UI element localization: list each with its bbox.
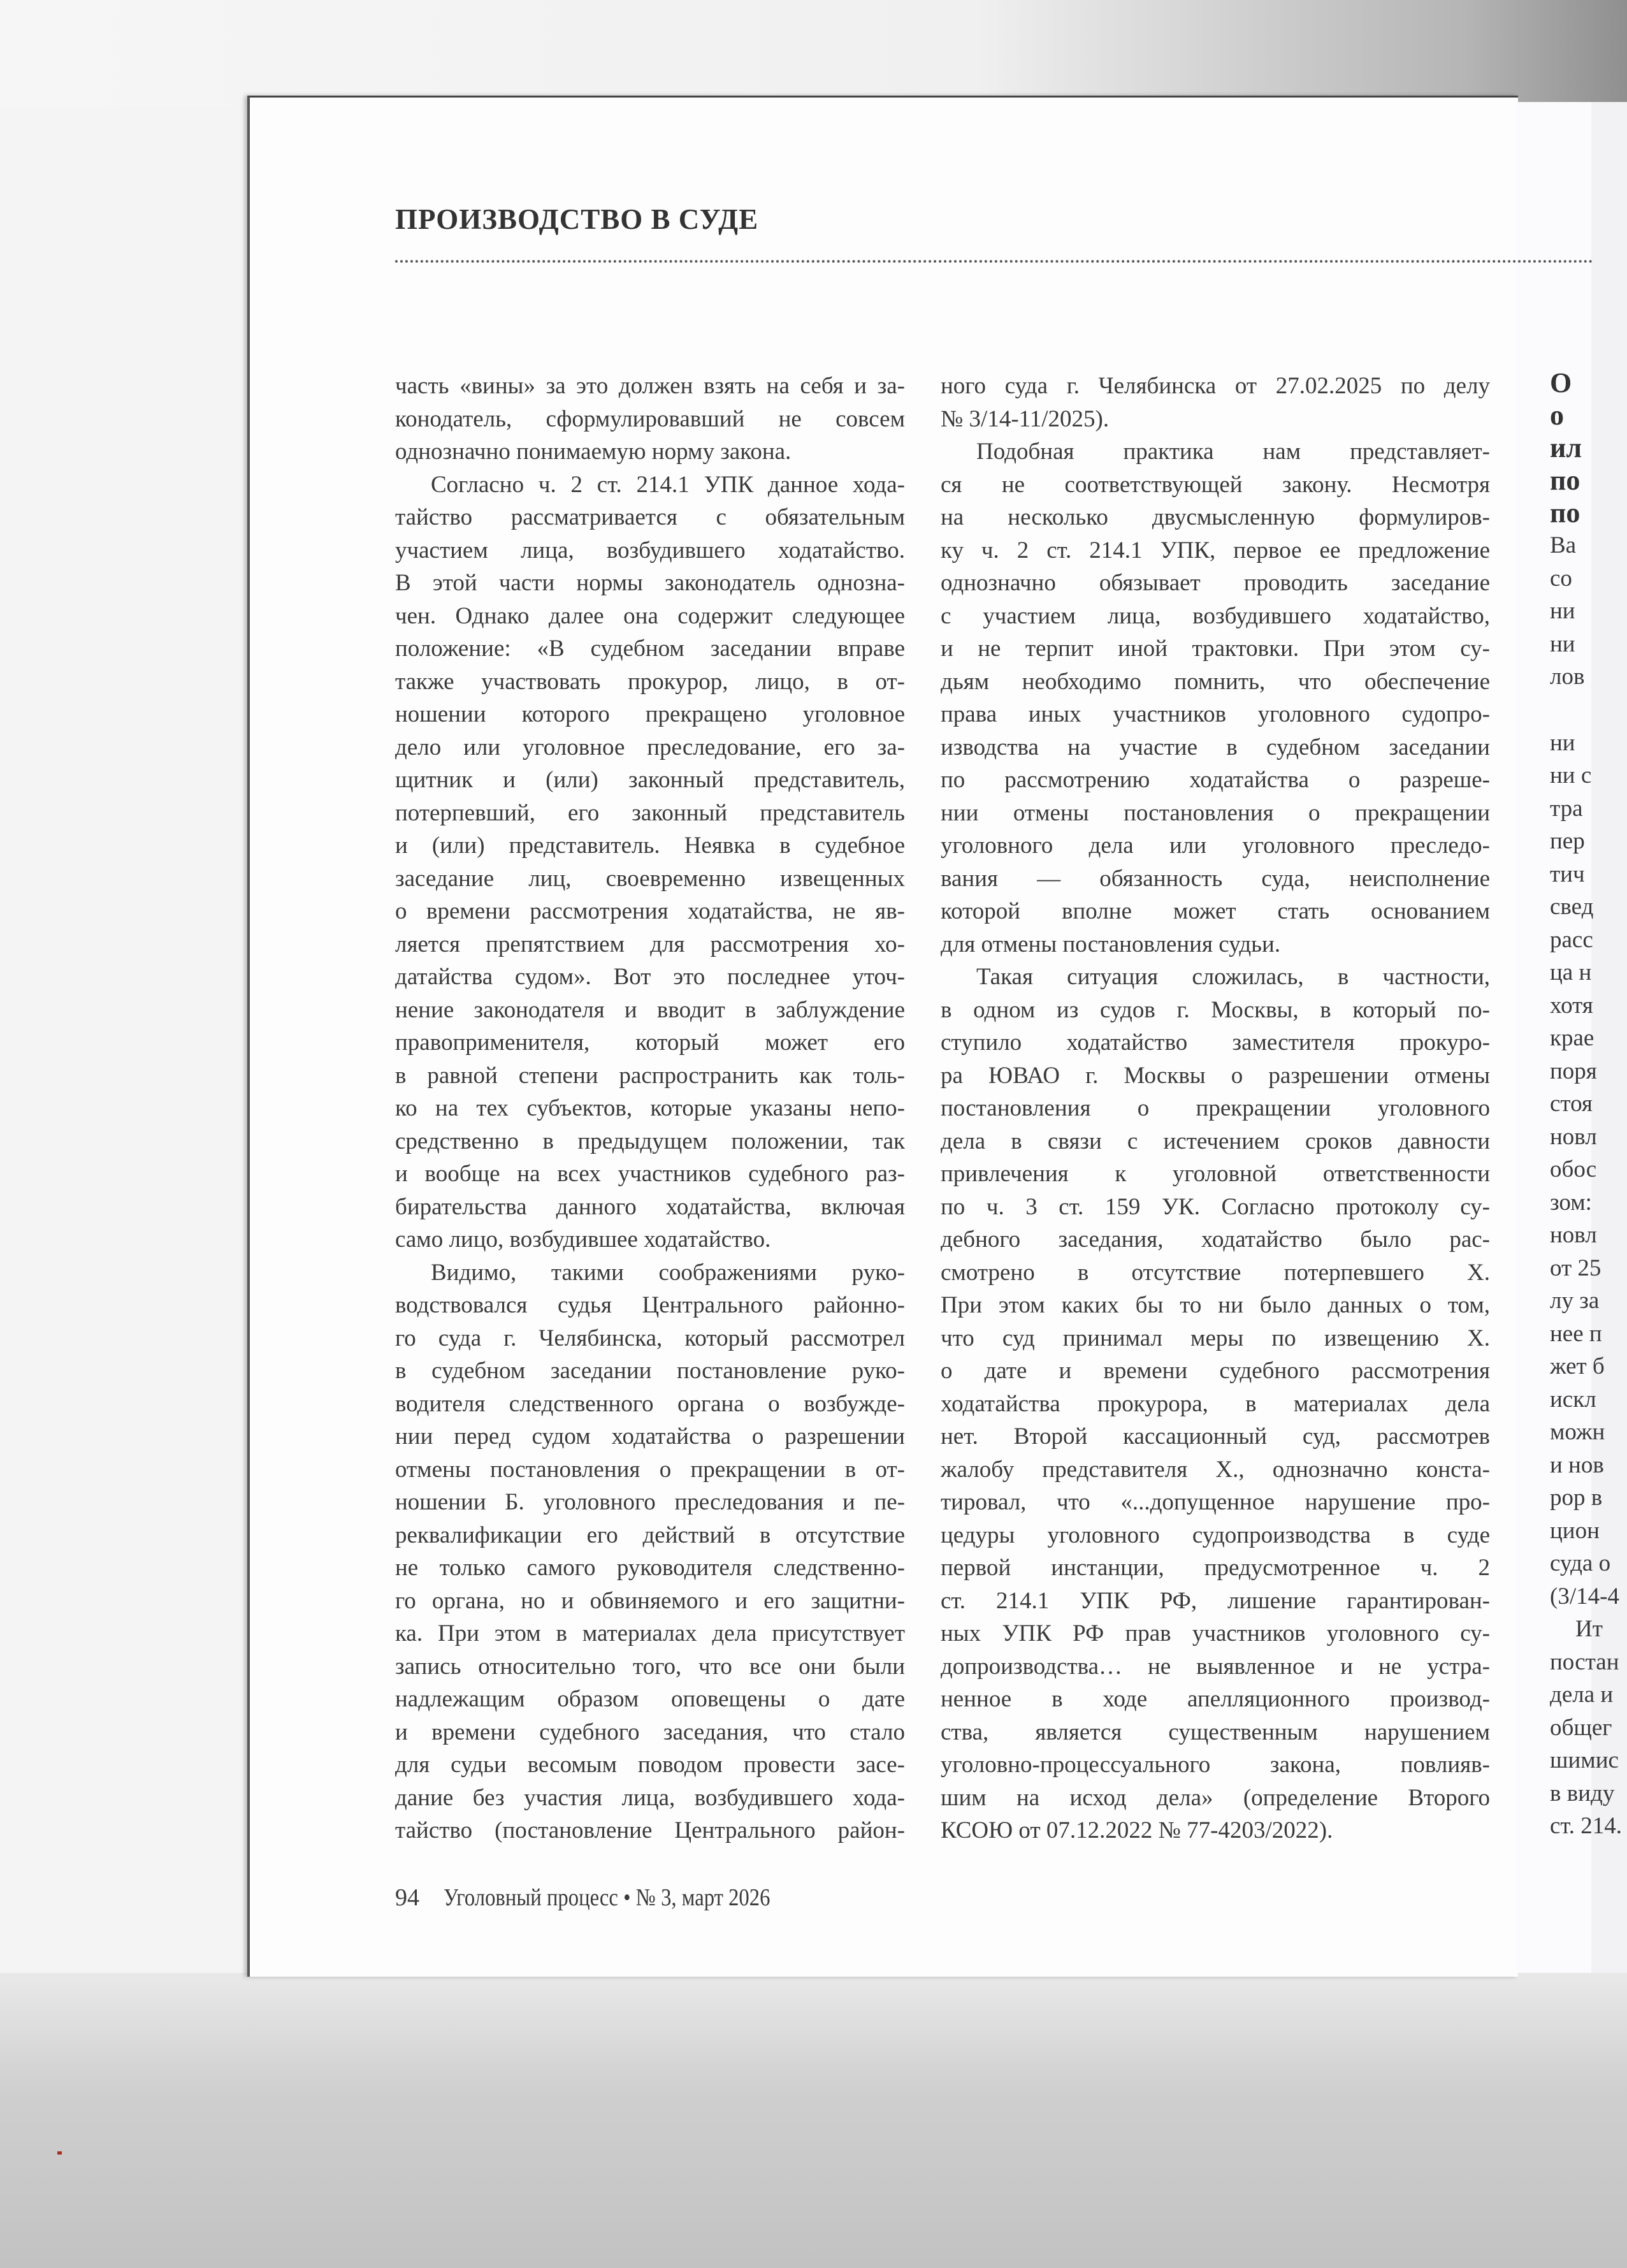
- text-line: жалобу представителя Х., однозначно конста-: [941, 1456, 1490, 1483]
- scan-shadow-bottom: [0, 1973, 1627, 2268]
- adjacent-text-line: зом:: [1550, 1189, 1592, 1216]
- adjacent-heading-line: ил: [1550, 432, 1582, 463]
- adjacent-text-line: ни: [1550, 598, 1575, 624]
- text-line: для отмены постановления судьи.: [941, 931, 1281, 957]
- paragraph: [941, 435, 1490, 961]
- text-line: Такая ситуация сложилась, в частности,: [976, 964, 1490, 990]
- scan-speck: [57, 2151, 62, 2155]
- adjacent-text-line: лов: [1550, 664, 1585, 690]
- text-line: водствовался судья Центрального районно-: [395, 1292, 905, 1318]
- text-line: дело или уголовное преследование, его за-: [395, 734, 905, 760]
- text-line: дебного заседания, ходатайство было рас-: [941, 1226, 1490, 1253]
- scan-shadow-top: [0, 0, 1627, 108]
- adjacent-text-line: ни: [1550, 729, 1575, 756]
- text-line: Согласно ч. 2 ст. 214.1 УПК данное хода-: [431, 471, 905, 498]
- text-line: дьям необходимо помнить, что обеспечение: [941, 668, 1490, 695]
- text-line: щитник и (или) законный представитель,: [395, 767, 905, 793]
- adjacent-text-line: расс: [1550, 926, 1593, 953]
- text-line: в равной степени распространить как толь-: [395, 1062, 905, 1089]
- text-line: первой инстанции, предусмотренное ч. 2: [941, 1555, 1490, 1581]
- text-line: При этом каких бы то ни было данных о том,: [941, 1292, 1490, 1318]
- text-line: что суд принимал меры по извещению Х.: [941, 1325, 1490, 1351]
- text-line: Видимо, такими соображениями руко-: [431, 1259, 905, 1286]
- adjacent-page-text: [1550, 367, 1622, 1843]
- adjacent-text-line: можн: [1550, 1419, 1605, 1445]
- adjacent-heading-line: по: [1550, 465, 1580, 496]
- text-line: надлежащим образом оповещены о дате: [395, 1686, 905, 1712]
- paragraph: [395, 469, 905, 1256]
- text-line: ляется препятствием для рассмотрения хо-: [395, 931, 905, 957]
- text-line: права иных участников уголовного судопро-: [941, 701, 1490, 727]
- text-line: вания — обязанность суда, неисполнение: [941, 865, 1490, 892]
- adjacent-text-line: тич: [1550, 861, 1585, 887]
- text-line: участием лица, возбудившего ходатайство.: [395, 537, 905, 563]
- text-line: само лицо, возбудившее ходатайство.: [395, 1226, 771, 1253]
- text-line: датайства судом». Вот это последнее уточ-: [395, 964, 905, 990]
- adjacent-text-line: поря: [1550, 1058, 1597, 1084]
- text-line: по ч. 3 ст. 159 УК. Согласно протоколу су-: [941, 1193, 1490, 1220]
- text-line: нии перед судом ходатайства о разрешении: [395, 1423, 905, 1450]
- adjacent-text-line: суда о: [1550, 1550, 1611, 1576]
- text-line: не только самого руководителя следственно-: [395, 1555, 905, 1581]
- adjacent-text-line: ни: [1550, 630, 1575, 657]
- text-line: о дате и времени судебного рассмотрения: [941, 1358, 1490, 1384]
- text-line: запись относительно того, что все они были: [395, 1653, 905, 1680]
- adjacent-heading-line: о: [1550, 400, 1564, 431]
- text-line: тайство рассматривается с обязательным: [395, 504, 905, 530]
- adjacent-text-line: нее п: [1550, 1320, 1602, 1347]
- adjacent-text-line: стоя: [1550, 1091, 1593, 1117]
- page-footer: [395, 1884, 823, 1912]
- text-line: заседание лиц, своевременно извещенных: [395, 865, 905, 892]
- text-line: в одном из судов г. Москвы, в который по-: [941, 996, 1490, 1023]
- text-column-left: [395, 370, 905, 1847]
- text-line: нет. Второй кассационный суд, рассмотрев: [941, 1423, 1490, 1450]
- adjacent-text-line: пер: [1550, 828, 1585, 854]
- adjacent-text-line: общег: [1550, 1714, 1612, 1741]
- text-line: ка. При этом в материалах дела присутствует: [395, 1620, 905, 1646]
- paragraph: [941, 961, 1490, 1847]
- text-line: о времени рассмотрения ходатайства, не яв-: [395, 898, 905, 924]
- adjacent-text-line: ст. 214.: [1550, 1813, 1623, 1839]
- adjacent-text-line: рор в: [1550, 1485, 1603, 1511]
- text-line: и вообще на всех участников судебного раз-: [395, 1161, 905, 1187]
- text-line: ношении которого прекращено уголовное: [395, 701, 905, 727]
- text-line: дела в связи с истечением сроков давности: [941, 1128, 1490, 1154]
- adjacent-text-line: Ит: [1575, 1616, 1603, 1642]
- text-line: уголовного дела или уголовного преследо-: [941, 832, 1490, 859]
- text-line: го органа, но и обвиняемого и его защитни-: [395, 1587, 905, 1614]
- paragraph: [395, 370, 905, 469]
- text-line: ко на тех субъектов, которые указаны непо-: [395, 1095, 905, 1121]
- text-line: нение законодателя и вводит в заблуждение: [395, 996, 905, 1023]
- adjacent-text-line: хотя: [1550, 992, 1593, 1019]
- text-line: по рассмотрению ходатайства о разреше-: [941, 767, 1490, 793]
- text-line: и (или) представитель. Неявка в судебное: [395, 832, 905, 859]
- text-line: реквалификации его действий в отсутствие: [395, 1522, 905, 1548]
- text-line: нии отмены постановления о прекращении: [941, 799, 1490, 826]
- text-line: допроизводства… не выявленное и не устра-: [941, 1653, 1490, 1680]
- text-line: с участием лица, возбудившего ходатайство,: [941, 602, 1490, 629]
- adjacent-text-line: свед: [1550, 894, 1594, 920]
- text-line: го суда г. Челябинска, который рассмотрел: [395, 1325, 905, 1351]
- text-line: правоприменителя, который может его: [395, 1029, 905, 1056]
- text-line: В этой части нормы законодатель однозна-: [395, 570, 905, 596]
- adjacent-text-line: крае: [1550, 1025, 1594, 1051]
- text-line: положение: «В судебном заседании вправе: [395, 636, 905, 662]
- text-line: привлечения к уголовной ответственности: [941, 1161, 1490, 1187]
- text-line: изводства на участие в судебном заседании: [941, 734, 1490, 760]
- text-line: однозначно обязывает проводить заседание: [941, 570, 1490, 596]
- text-line: ст. 214.1 УПК РФ, лишение гарантирован-: [941, 1587, 1490, 1614]
- journal-issue: Уголовный процесс • № 3, март 2026: [444, 1884, 770, 1911]
- paragraph: [941, 370, 1490, 435]
- text-line: шим на исход дела» (определение Второго: [941, 1784, 1490, 1811]
- adjacent-text-line: тра: [1550, 795, 1583, 822]
- adjacent-text-line: постан: [1550, 1648, 1619, 1675]
- adjacent-text-line: со: [1550, 565, 1572, 592]
- text-line: ходатайства прокурора, в материалах дела: [941, 1390, 1490, 1417]
- paragraph: [395, 1256, 905, 1847]
- text-line: ства, является существенным нарушением: [941, 1719, 1490, 1745]
- text-line: уголовно-процессуального закона, повлияв-: [941, 1752, 1490, 1778]
- text-line: смотрено в отсутствие потерпевшего Х.: [941, 1259, 1490, 1286]
- text-line: ступило ходатайство заместителя прокуро-: [941, 1029, 1490, 1056]
- adjacent-text-line: новл: [1550, 1123, 1597, 1150]
- text-column-right: [941, 370, 1490, 1847]
- text-line: конодатель, сформулировавший не совсем: [395, 405, 905, 432]
- adjacent-heading-line: по: [1550, 497, 1580, 528]
- text-line: ра ЮВАО г. Москвы о разрешении отмены: [941, 1062, 1490, 1089]
- dotted-divider: [395, 260, 1593, 263]
- text-line: ных УПК РФ прав участников уголовного су-: [941, 1620, 1490, 1646]
- text-line: ся не соответствующей закону. Несмотря: [941, 471, 1490, 498]
- adjacent-text-line: Ва: [1550, 532, 1577, 558]
- adjacent-text-line: ни с: [1550, 762, 1592, 789]
- text-line: потерпевший, его законный представитель: [395, 799, 905, 826]
- adjacent-text-line: шимис: [1550, 1747, 1619, 1773]
- text-line: отмены постановления о прекращении в от-: [395, 1456, 905, 1483]
- page-number: 94: [395, 1884, 419, 1911]
- adjacent-text-line: (3/14-4: [1550, 1583, 1619, 1610]
- adjacent-text-line: новл: [1550, 1222, 1597, 1248]
- text-line: водителя следственного органа о возбужде-: [395, 1390, 905, 1417]
- paragraph-gap: [1550, 694, 1622, 727]
- adjacent-text-line: и нов: [1550, 1451, 1604, 1478]
- text-line: для судьи весомым поводом провести засе-: [395, 1752, 905, 1778]
- adjacent-heading-line: О: [1550, 367, 1572, 398]
- text-line: тайство (постановление Центрального район-: [395, 1817, 905, 1843]
- text-line: ку ч. 2 ст. 214.1 УПК, первое ее предложение: [941, 537, 1490, 563]
- text-line: часть «вины» за это должен взять на себя и за-: [395, 373, 905, 399]
- text-line: тировал, что «...допущенное нарушение про-: [941, 1489, 1490, 1515]
- adjacent-text-line: цион: [1550, 1517, 1600, 1544]
- section-title: ПРОИЗВОДСТВО В СУДЕ: [395, 203, 759, 235]
- text-line: КСОЮ от 07.12.2022 № 77-4203/2022).: [941, 1817, 1333, 1843]
- text-line: в судебном заседании постановление руко-: [395, 1358, 905, 1384]
- text-line: ненное в ходе апелляционного производ-: [941, 1686, 1490, 1712]
- text-line: также участвовать прокурор, лицо, в от-: [395, 668, 905, 695]
- text-line: ношении Б. уголовного преследования и пе-: [395, 1489, 905, 1515]
- text-line: средственно в предыдущем положении, так: [395, 1128, 905, 1154]
- text-line: ного суда г. Челябинска от 27.02.2025 по делу: [941, 373, 1490, 399]
- adjacent-text-line: ца н: [1550, 959, 1592, 985]
- text-line: № 3/14-11/2025).: [941, 405, 1110, 432]
- text-line: бирательства данного ходатайства, включая: [395, 1193, 905, 1220]
- text-line: и не терпит иной трактовки. При этом су-: [941, 636, 1490, 662]
- adjacent-text-line: обос: [1550, 1156, 1597, 1182]
- text-line: Подобная практика нам представляет-: [976, 439, 1490, 465]
- text-line: цедуры уголовного судопроизводства в суде: [941, 1522, 1490, 1548]
- text-line: и времени судебного заседания, что стало: [395, 1719, 905, 1745]
- text-line: однозначно понимаемую норму закона.: [395, 439, 792, 465]
- adjacent-page: [1515, 102, 1627, 1973]
- text-line: постановления о прекращении уголовного: [941, 1095, 1490, 1121]
- adjacent-text-line: лу за: [1550, 1288, 1600, 1314]
- adjacent-text-line: жет б: [1550, 1353, 1605, 1379]
- text-line: которой вполне может стать основанием: [941, 898, 1490, 924]
- adjacent-text-line: дела и: [1550, 1682, 1614, 1708]
- adjacent-text-line: от 25: [1550, 1254, 1602, 1281]
- text-line: дание без участия лица, возбудившего хода-: [395, 1784, 905, 1811]
- adjacent-text-line: искл: [1550, 1386, 1596, 1413]
- adjacent-text-line: в виду: [1550, 1780, 1615, 1806]
- text-line: чен. Однако далее она содержит следующее: [395, 602, 905, 629]
- text-line: на несколько двусмысленную формулиров-: [941, 504, 1490, 530]
